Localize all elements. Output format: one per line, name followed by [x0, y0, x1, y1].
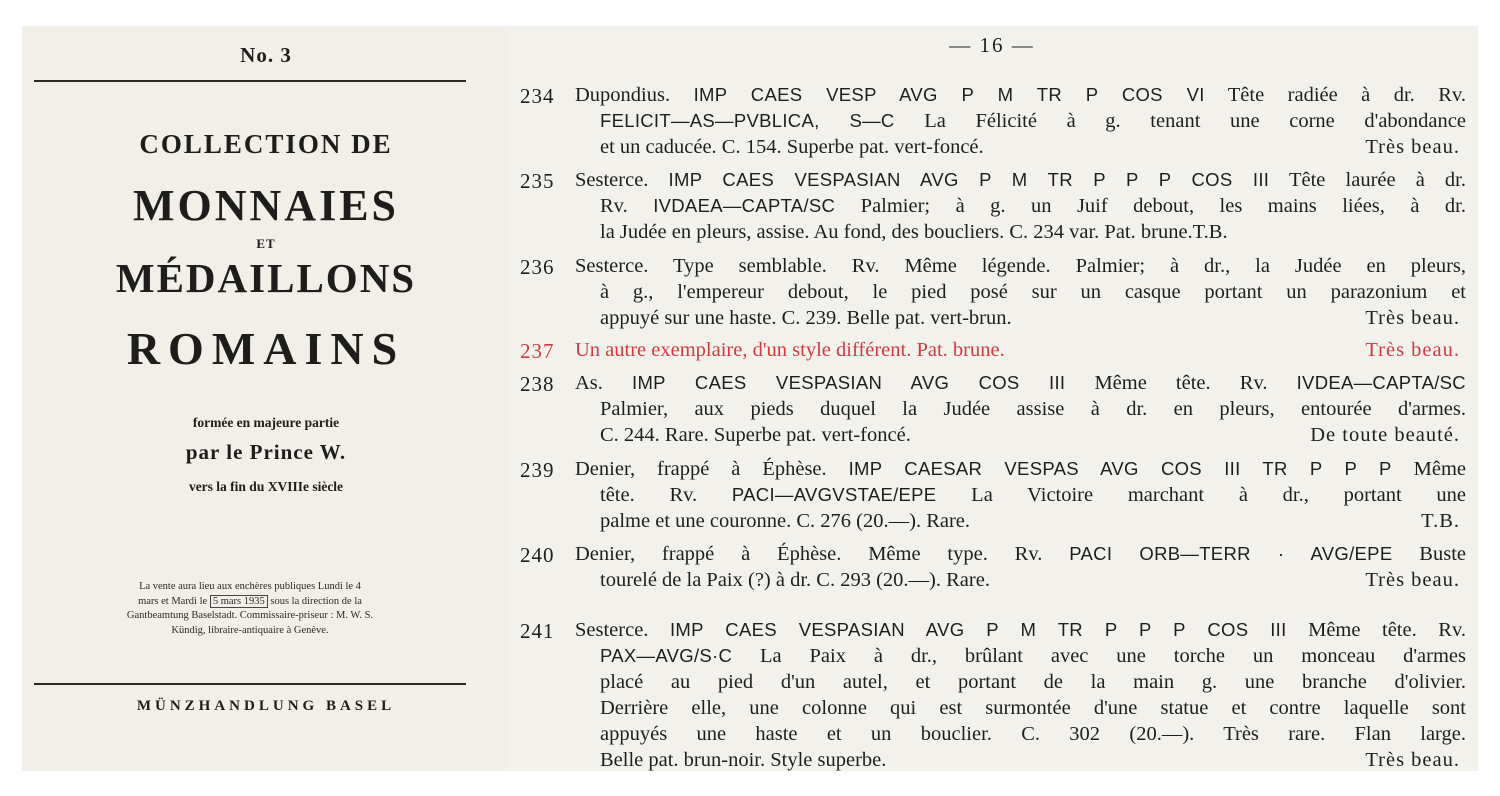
entry-line	[600, 110, 1466, 135]
entry-text: appuyé sur une haste. C. 239. Belle pat. vert-brun.	[600, 307, 1012, 329]
entry-text: Palmier, aux pieds duquel la Judée assise à dr. en pleurs, entourée d'armes.	[600, 398, 1466, 420]
entry-line	[600, 195, 1466, 220]
publisher-name: MÜNZHANDLUNG BASEL	[136, 698, 396, 714]
entry-line	[600, 645, 1466, 670]
catalogue-number: No. 3	[240, 43, 292, 67]
sale-notice-line-2	[96, 595, 404, 610]
entry-text: palme et une couronne. C. 276 (20.—). Rare.	[600, 510, 971, 532]
entry-number: 235	[520, 169, 555, 193]
entry-line	[600, 281, 1466, 306]
entry-text: Même tête. Rv.	[1286, 619, 1466, 641]
entry-line	[575, 619, 1466, 644]
entry-text: C. 244. Rare. Superbe pat. vert-foncé.	[600, 424, 911, 446]
title-line-5: ROMAINS	[126, 323, 406, 374]
entry-text: Derrière elle, une colonne qui est surmontée d'une statue et contre laquelle sont	[600, 697, 1466, 719]
entry-grade: Très beau.	[1365, 339, 1460, 361]
coin-legend: IVDAEA—CAPTA/SC	[653, 195, 836, 216]
entry-line	[600, 307, 1298, 332]
entry-text: Tête radiée à dr. Rv.	[1204, 84, 1466, 106]
coin-legend: PACI ORB—TERR · AVG/EPE	[1069, 543, 1393, 564]
entry-text: appuyés une haste et un bouclier. C. 302 (20.—). Très rare. Flan large.	[600, 723, 1466, 745]
entry-text: Palmier; à g. un Juif debout, les mains liées, à dr.	[835, 195, 1467, 217]
subtitle-3: vers la fin du XVIIIe siècle	[188, 479, 344, 494]
top-divider	[34, 80, 466, 82]
coin-legend: IMP CAESAR VESPAS AVG COS III TR P P P	[848, 458, 1392, 479]
entry-text: Rv.	[600, 195, 654, 217]
sale-notice-line-4: Kündig, libraire-antiquaire à Genève.	[171, 624, 329, 636]
entry-text: tourelé de la Paix (?) à dr. C. 293 (20.—). Rare.	[600, 569, 990, 591]
entry-number: 234	[520, 84, 555, 108]
subtitle-1: formée en majeure partie	[192, 415, 340, 430]
entry-line	[600, 671, 1466, 696]
entry-grade: Très beau.	[1365, 569, 1460, 591]
bottom-divider	[34, 683, 466, 685]
entry-text: Même tête. Rv.	[1065, 372, 1297, 394]
entry-line	[600, 136, 1298, 161]
entry-number: 237	[520, 339, 555, 363]
title-line-3: ET	[256, 236, 276, 251]
entry-text: As.	[575, 372, 633, 394]
entry-line	[600, 723, 1466, 748]
entry-grade: Très beau.	[1365, 136, 1460, 158]
entry-line	[575, 255, 1466, 280]
entry-text: Sesterce. Type semblable. Rv. Même légende. Palmier; à dr., la Judée en pleurs,	[575, 255, 1466, 277]
entry-text: La Paix à dr., brûlant avec une torche un monceau d'armes	[732, 645, 1466, 667]
entry-text: Denier, frappé à Éphèse. Même type. Rv.	[575, 543, 1070, 565]
title-line-4: MÉDAILLONS	[115, 255, 417, 301]
entry-text: tête. Rv.	[600, 484, 732, 506]
entry-grade: T.B.	[1421, 510, 1460, 532]
entry-text: à g., l'empereur debout, le pied posé sur un casque portant un parazonium et	[600, 281, 1466, 303]
entry-text: et un caducée. C. 154. Superbe pat. vert-foncé.	[600, 136, 984, 158]
coin-legend: PACI—AVGVSTAE/EPE	[731, 484, 937, 505]
entry-text: La Félicité à g. tenant une corne d'abondance	[894, 110, 1466, 132]
sale-notice-line-1: La vente aura lieu aux enchères publiques Lundi le 4	[139, 581, 361, 592]
entry-line	[600, 398, 1466, 423]
entry-line	[600, 697, 1466, 722]
entry-text: placé au pied d'un autel, et portant de la main g. une branche d'olivier.	[600, 671, 1466, 693]
entry-line	[575, 339, 1298, 364]
entry-number: 236	[520, 255, 555, 279]
entry-text: Denier, frappé à Éphèse.	[575, 458, 849, 480]
entry-text: Même	[1391, 458, 1466, 480]
sale-notice-line-2b: sous la direction de la	[270, 595, 362, 607]
coin-legend: IMP CAES VESPASIAN AVG P M TR P P P COS III	[668, 169, 1270, 190]
entry-line	[575, 543, 1466, 568]
sale-date: 5 mars 1935	[210, 595, 268, 608]
catalogue-page	[506, 26, 1478, 771]
coin-legend: IMP CAES VESPASIAN AVG P M TR P P P COS III	[669, 619, 1287, 640]
sale-notice	[96, 580, 404, 638]
entry-number: 240	[520, 543, 555, 567]
entry-line	[575, 372, 1466, 397]
entry-line	[575, 169, 1466, 194]
entry-line	[575, 458, 1466, 483]
entry-number: 241	[520, 619, 555, 643]
coin-legend: FELICIT—AS—PVBLICA, S—C	[600, 110, 895, 131]
title-line-1: COLLECTION DE	[139, 129, 393, 159]
entry-line	[600, 569, 1298, 594]
entry-number: 238	[520, 372, 555, 396]
entry-text: la Judée en pleurs, assise. Au fond, des boucliers. C. 234 var. Pat. brune.T.B.	[600, 221, 1228, 243]
entry-line	[575, 84, 1466, 109]
coin-legend: IMP CAES VESPASIAN AVG COS III	[632, 372, 1066, 393]
entry-text: Dupondius.	[575, 84, 694, 106]
sale-notice-line-3: Gantbeamtung Baselstadt. Commissaire-priseur : M. W. S.	[126, 610, 374, 621]
entry-line	[600, 484, 1466, 509]
coin-legend: IVDEA—CAPTA/SC	[1296, 372, 1466, 393]
entry-text: Un autre exemplaire, d'un style différent. Pat. brune.	[575, 339, 1005, 361]
entry-number: 239	[520, 458, 555, 482]
entry-text: Belle pat. brun-noir. Style superbe.	[600, 749, 887, 771]
entry-line	[600, 221, 1466, 246]
entry-text: Tête laurée à dr.	[1269, 169, 1466, 191]
subtitle-2: par le Prince W.	[185, 440, 347, 464]
sale-notice-line-2a: mars et Mardi le	[138, 595, 208, 607]
entry-text: Buste	[1392, 543, 1467, 565]
entry-text: Sesterce.	[575, 169, 669, 191]
coin-legend: IMP CAES VESP AVG P M TR P COS VI	[693, 84, 1205, 105]
title-line-2: MONNAIES	[132, 181, 400, 230]
coin-legend: PAX—AVG/S·C	[600, 645, 733, 666]
entry-line	[600, 749, 1298, 774]
entry-grade: Très beau.	[1365, 307, 1460, 329]
entry-text: La Victoire marchant à dr., portant une	[936, 484, 1466, 506]
title-page	[22, 26, 510, 771]
entry-grade: De toute beauté.	[1310, 424, 1460, 446]
entry-line	[600, 424, 1298, 449]
entry-grade: Très beau.	[1365, 749, 1460, 771]
entry-text: Sesterce.	[575, 619, 670, 641]
page-number: — 16 —	[949, 33, 1035, 57]
entry-line	[600, 510, 1298, 535]
